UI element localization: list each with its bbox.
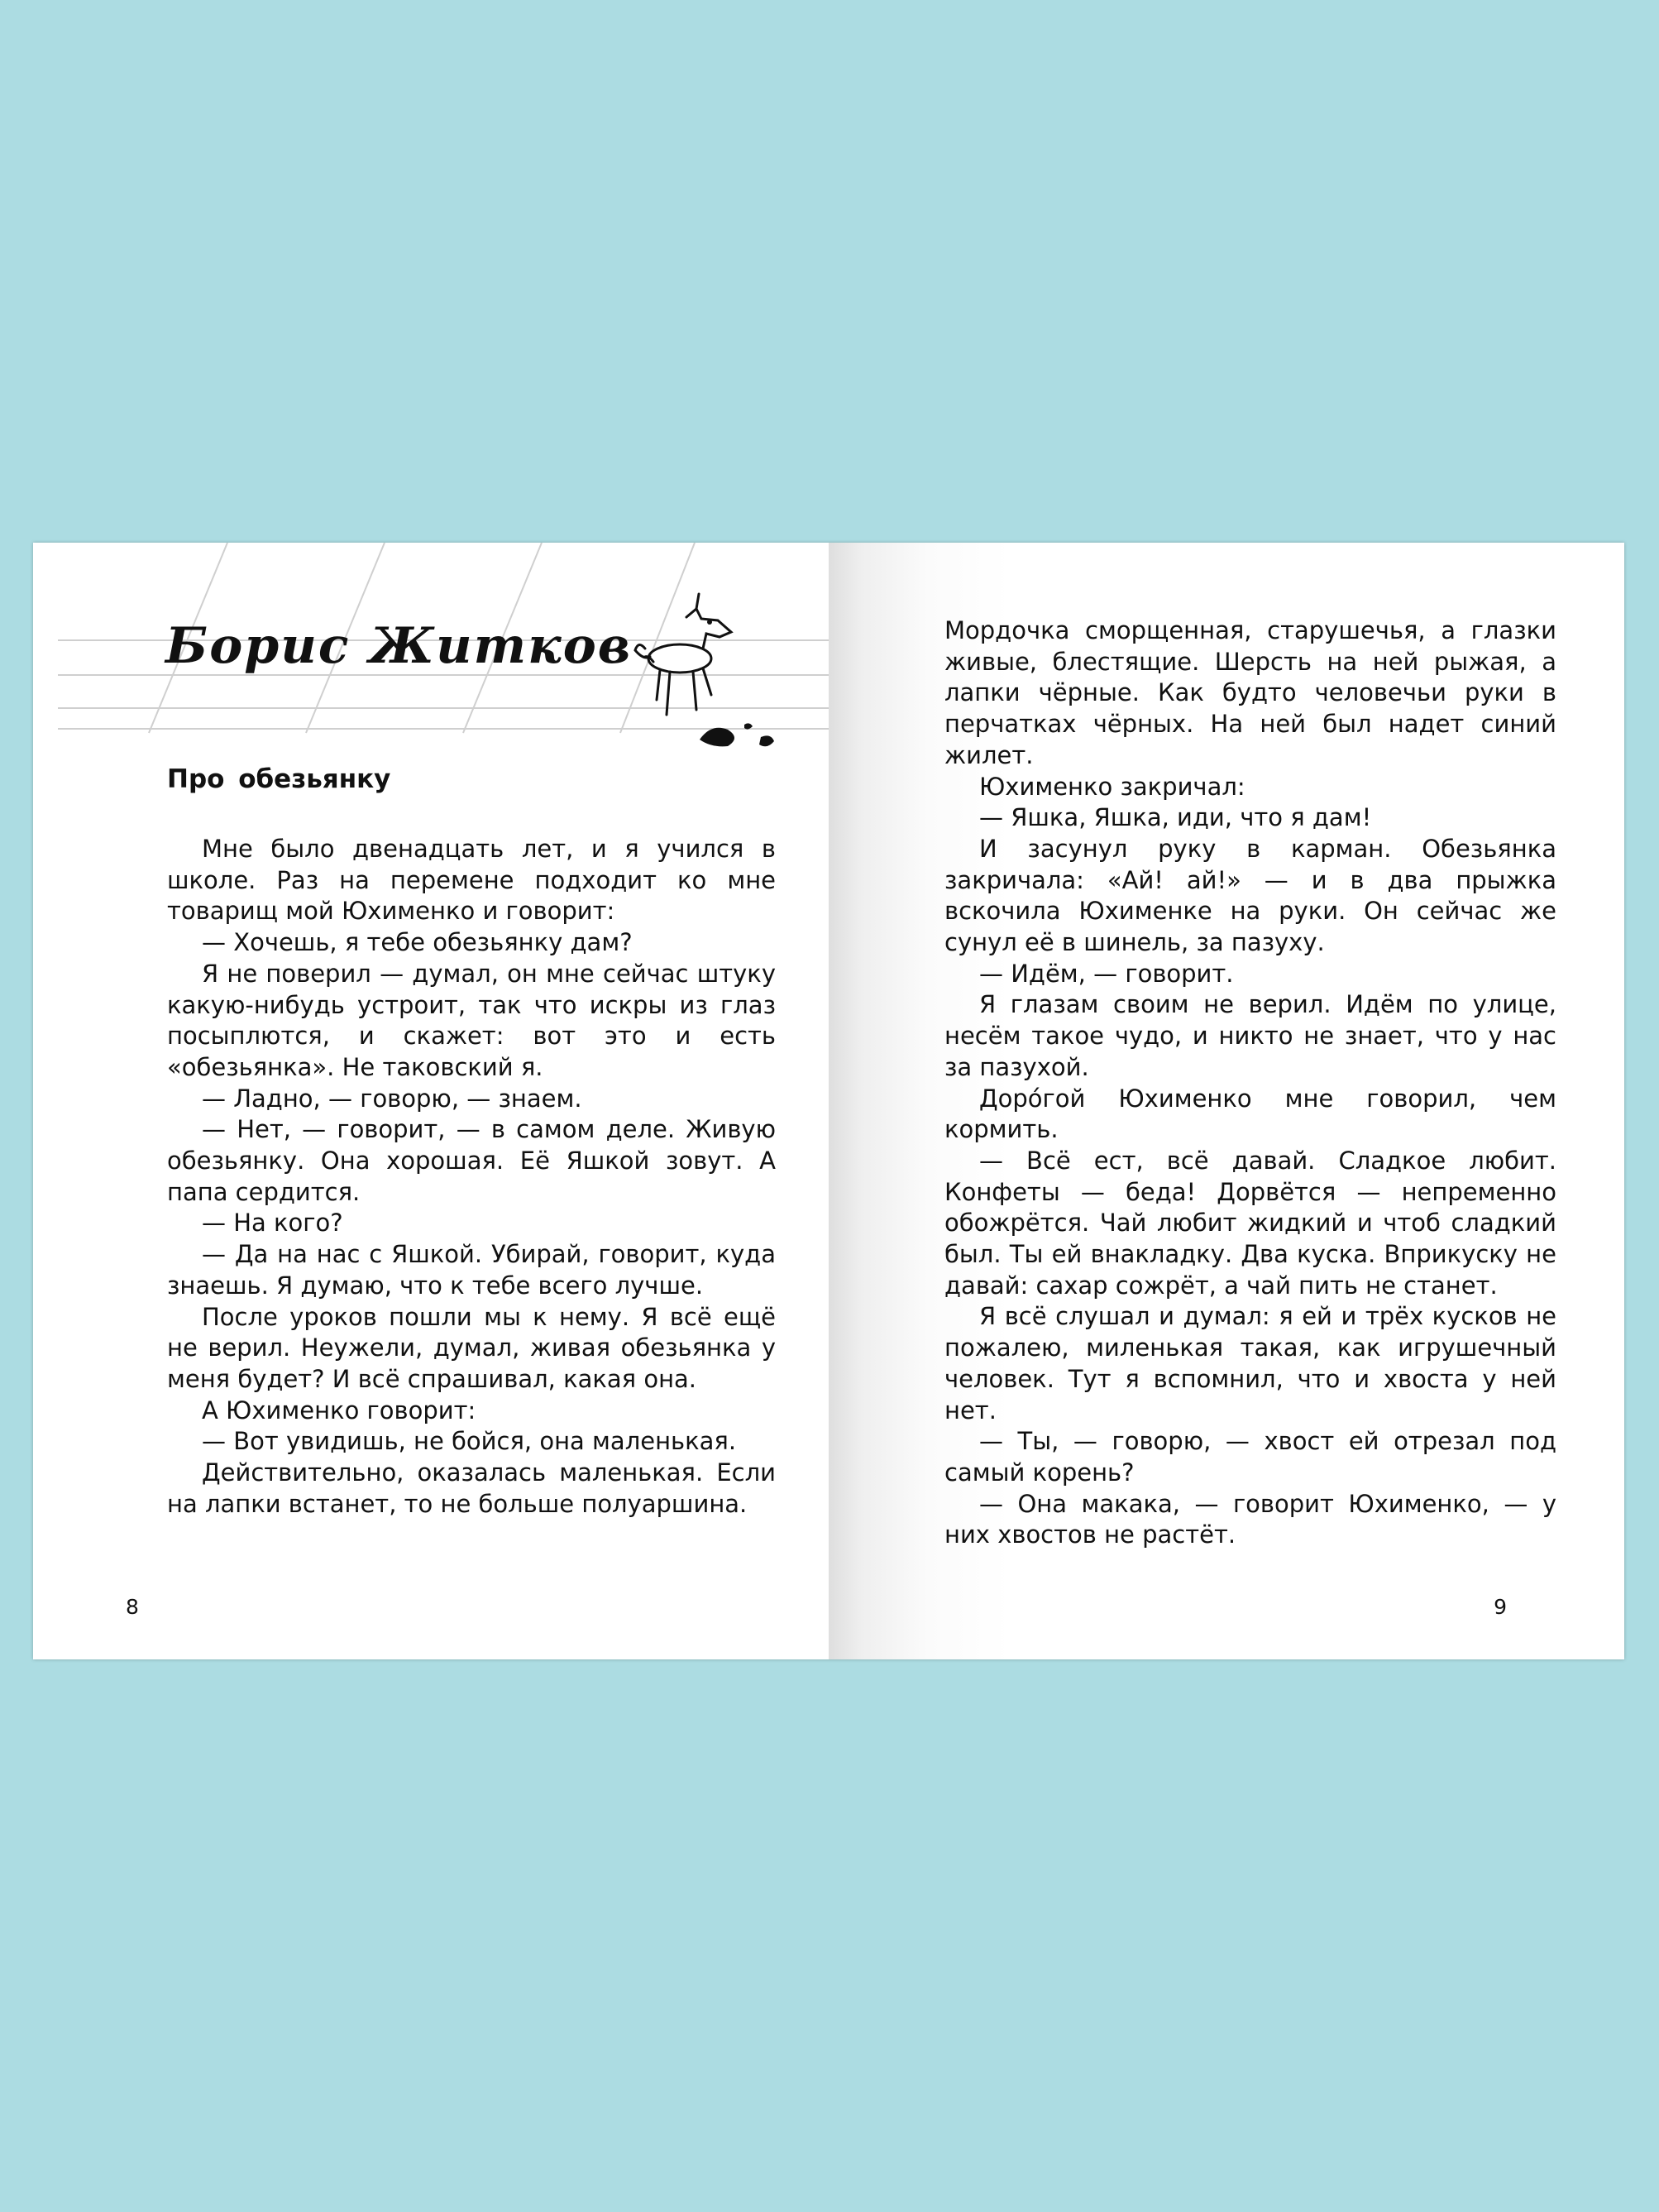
dog-sketch-icon bbox=[620, 592, 802, 758]
right-page-text bbox=[944, 615, 1556, 1551]
paragraph: После уроков пошли мы к нему. Я всё ещё не верил. Неужели, думал, живая обезьянка у меня будет? И всё спрашивал, какая она. bbox=[167, 1302, 776, 1393]
paragraph: Я глазам своим не верил. Идём по улице, несём такое чудо, и никто не знает, что у нас за пазухой. bbox=[944, 990, 1556, 1081]
paragraph: — Идём, — говорит. bbox=[979, 959, 1234, 988]
author-name: Борис Житков bbox=[165, 617, 633, 675]
paragraph: — Всё ест, всё давай. Сладкое любит. Конфеты — беда! Дорвётся — непременно обожрётся. Чай любит жидкий и чтоб сладкий был. Ты ей внакладку. Два куска. Вприкуску не давай: сахар сожрёт, а чай пить не станет. bbox=[944, 1146, 1556, 1300]
paragraph: — На кого? bbox=[202, 1209, 343, 1238]
paragraph: Доро́гой Юхименко мне говорил, чем кормить. bbox=[944, 1084, 1556, 1144]
left-page-text bbox=[167, 834, 776, 1520]
right-page bbox=[829, 543, 1624, 1659]
paragraph: Я не поверил — думал, он мне сейчас штуку какую-нибудь устроит, так что искры из глаз посыплются, и скажет: вот это и есть «обезьянка». Не таковский я. bbox=[167, 959, 776, 1081]
paragraph: — Ты, — говорю, — хвост ей отрезал под самый корень? bbox=[944, 1427, 1556, 1487]
paragraph: — Она макака, — говорит Юхименко, — у них хвостов не растёт. bbox=[944, 1489, 1556, 1549]
paragraph: А Юхименко говорит: bbox=[202, 1396, 476, 1424]
book-spread bbox=[33, 543, 1624, 1659]
left-page bbox=[33, 543, 829, 1659]
paragraph: И засунул руку в карман. Обезьянка закричала: «Ай! ай!» — и в два прыжка вскочила Юхименке на руки. Он сейчас же сунул её в шинель, за пазуху. bbox=[944, 834, 1556, 957]
paragraph: Мне было двенадцать лет, и я учился в школе. Раз на перемене подходит ко мне товарищ мой Юхименко и говорит: bbox=[167, 835, 776, 926]
paragraph: — Ладно, — говорю, — знаем. bbox=[202, 1084, 582, 1113]
paragraph: Я всё слушал и думал: я ей и трёх кусков не пожалею, миленькая такая, как игрушечный человек. Тут я вспомнил, что и хвоста у ней нет. bbox=[944, 1302, 1556, 1424]
paragraph: Мордочка сморщенная, старушечья, а глазки живые, блестящие. Шерсть на ней рыжая, а лапки чёрные. Как будто человечьи руки в перчатках чёрных. На ней был надет синий жилет. bbox=[944, 616, 1556, 769]
paragraph: Действительно, оказалась маленькая. Если на лапки встанет, то не больше полуаршина. bbox=[167, 1458, 776, 1518]
paragraph: — Да на нас с Яшкой. Убирай, говорит, куда знаешь. Я думаю, что к тебе всего лучше. bbox=[167, 1240, 776, 1300]
paragraph: — Вот увидишь, не бойся, она маленькая. bbox=[202, 1427, 737, 1456]
page-number-right: 9 bbox=[1494, 1595, 1507, 1619]
paragraph: — Нет, — говорит, — в самом деле. Живую обезьянку. Она хорошая. Её Яшкой зовут. А папа сердится. bbox=[167, 1115, 776, 1206]
paragraph: — Яшка, Яшка, иди, что я дам! bbox=[979, 803, 1372, 832]
story-title: Про обезьянку bbox=[167, 764, 391, 794]
page-number-left: 8 bbox=[126, 1595, 139, 1619]
paragraph: — Хочешь, я тебе обезьянку дам? bbox=[202, 928, 633, 957]
paragraph: Юхименко закричал: bbox=[979, 772, 1245, 801]
